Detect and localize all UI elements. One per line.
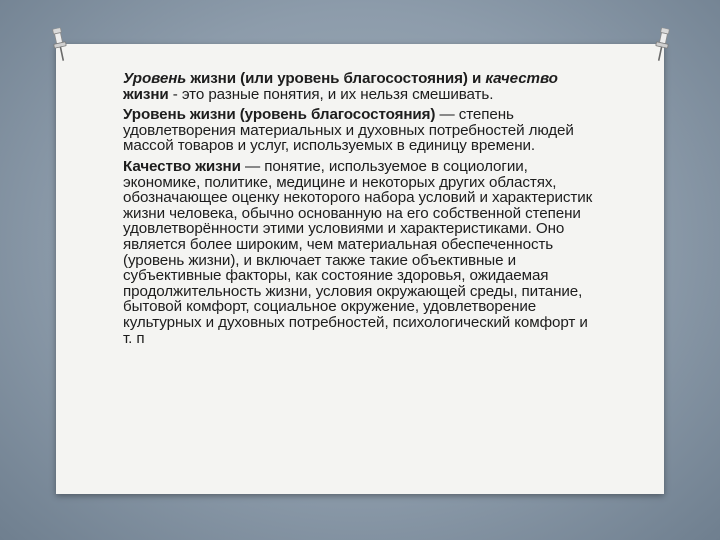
paragraph-quality-of-life xyxy=(123,159,593,346)
text-fragment: жизни (или уровень благосостояния) и xyxy=(186,70,486,87)
slide-text xyxy=(123,71,593,351)
paragraph-distinction xyxy=(123,71,593,102)
pushpin-icon xyxy=(651,27,674,64)
term-quality: качество xyxy=(485,70,558,87)
text-fragment: жизни xyxy=(123,85,169,103)
pushpin-icon xyxy=(49,27,72,64)
paragraph-living-standard xyxy=(123,107,593,154)
term-living-standard: Уровень жизни (уровень благосостояния) xyxy=(123,106,436,124)
term-quality-of-life: Качество жизни xyxy=(123,157,241,175)
definition-text: — степень удовлетворения материальных и духовных потребностей людей массой товаров и услуг, используемых в единицу времени. xyxy=(123,106,574,155)
term-level: Уровень xyxy=(123,70,187,87)
definition-text: — понятие, используемое в социологии, экономике, политике, медицине и некоторых других областях, обозначающее оценку некоторого набора условий и характеристик жизни человека, обычно основанную на его собственной степени удовлетворённости этими условиями и характеристиками. Оно является более широким, чем материальная обеспеченность (уровень жизни), и включает также такие объективные и субъективные факторы, как состояние здоровья, ожидаемая продолжительность жизни, условия окружающей среды, питание, бытовой комфорт, социальное окружение, удовлетворение культурных и духовных потребностей, психологический комфорт и т. п xyxy=(123,157,593,347)
text-fragment: - это разные понятия, и их нельзя смешивать. xyxy=(168,85,494,103)
